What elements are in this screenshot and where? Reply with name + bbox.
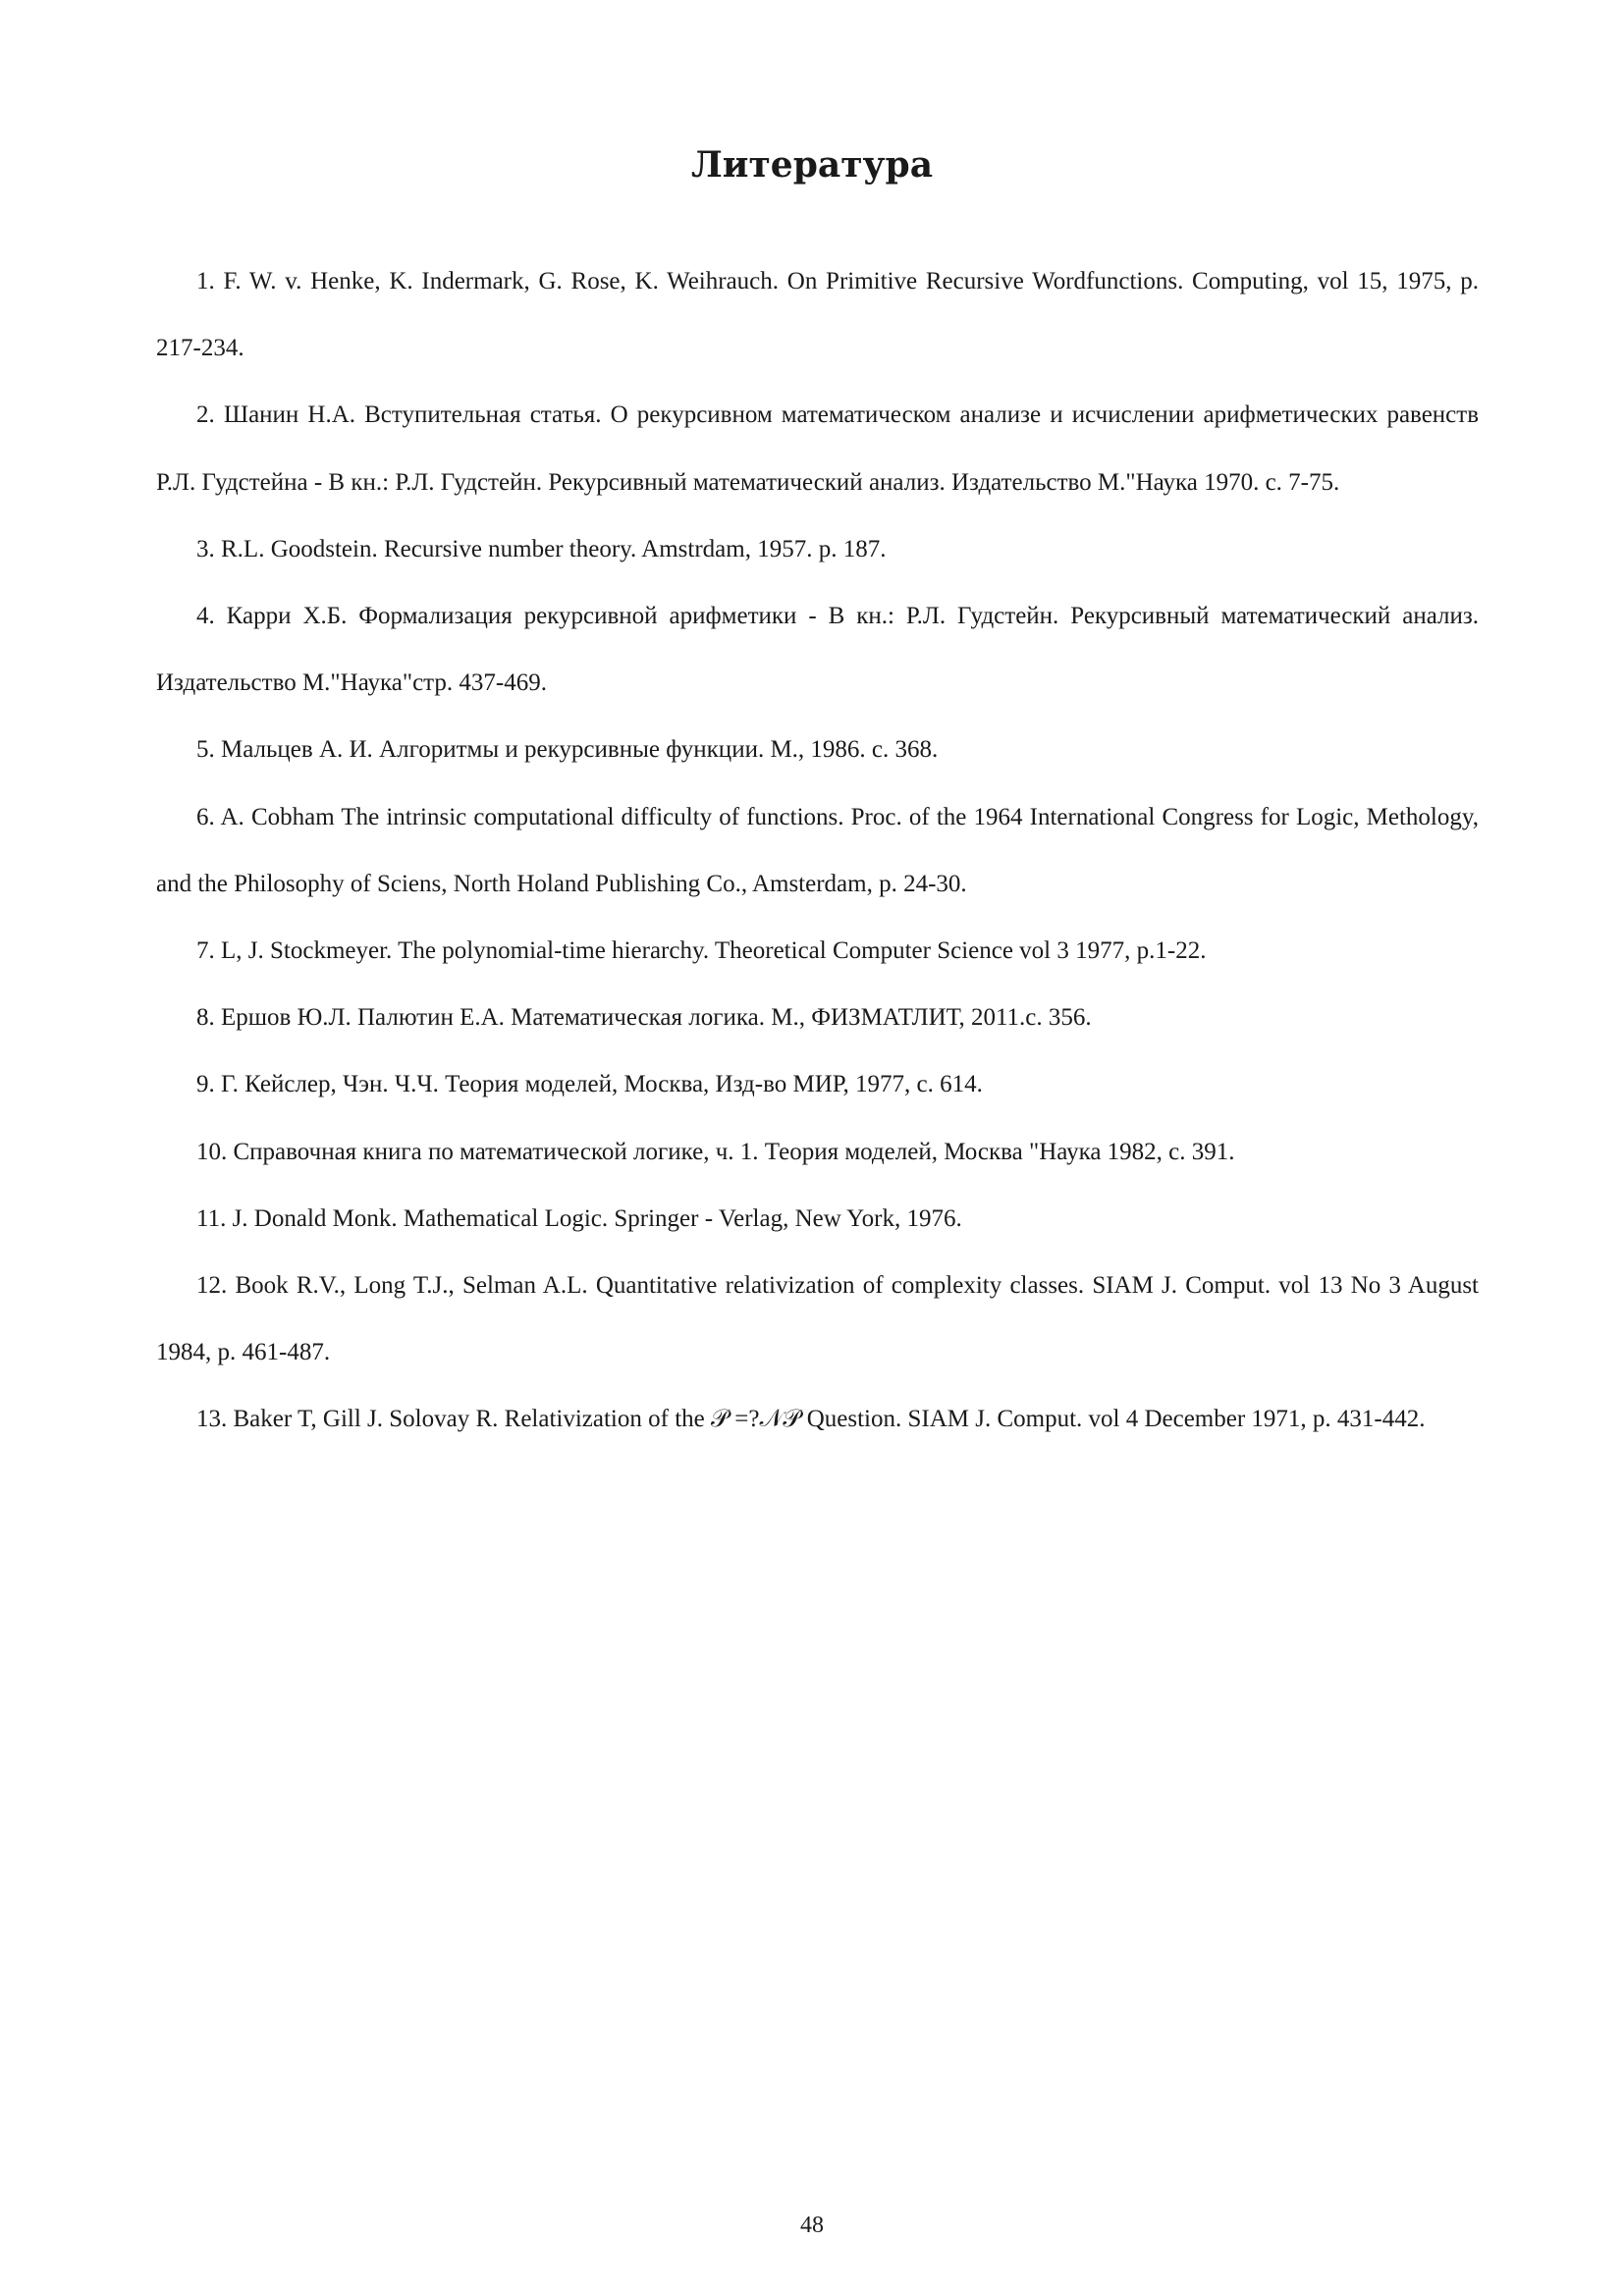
reference-item: 3. R.L. Goodstein. Recursive number theory. Amstrdam, 1957. p. 187. bbox=[196, 535, 887, 562]
reference-item: 8. Ершов Ю.Л. Палютин Е.А. Математическая логика. М., ФИЗМАТЛИТ, 2011.с. 356. bbox=[196, 1004, 1092, 1032]
reference-list bbox=[156, 248, 1479, 1454]
reference-item: 1. F. W. v. Henke, K. Indermark, G. Rose, K. Weihrauch. On Primitive Recursive Wordfunctions. Computing, vol 15, 1975, p. 217-234. bbox=[156, 268, 1479, 362]
reference-item: 7. L, J. Stockmeyer. The polynomial-time hierarchy. Theoretical Computer Science vol 3 1977, p.1-22. bbox=[196, 937, 1207, 965]
reference-item: 13. Baker T, Gill J. Solovay R. Relativization of the 𝒫 =?𝒩𝒫 Question. SIAM J. Comput. vol 4 December 1971, p. 431-442. bbox=[196, 1406, 1426, 1433]
reference-item: 5. Мальцев А. И. Алгоритмы и рекурсивные функции. М., 1986. с. 368. bbox=[196, 736, 939, 764]
reference-item: 2. Шанин Н.А. Вступительная статья. О рекурсивном математическом анализе и исчислении арифметических равенств Р.Л. Гудстейна - В кн.: Р.Л. Гудстейн. Рекурсивный математический анализ. Издательство М."Наука 1970. с. 7-75. bbox=[156, 401, 1479, 496]
reference-item: 11. J. Donald Monk. Mathematical Logic. Springer - Verlag, New York, 1976. bbox=[196, 1204, 962, 1232]
reference-item: 10. Справочная книга по математической логике, ч. 1. Теория моделей, Москва "Наука 1982, с. 391. bbox=[196, 1138, 1235, 1165]
reference-item: 9. Г. Кейслер, Чэн. Ч.Ч. Теория моделей, Москва, Изд-во МИР, 1977, с. 614. bbox=[196, 1071, 983, 1098]
reference-item: 4. Карри Х.Б. Формализация рекурсивной арифметики - В кн.: Р.Л. Гудстейн. Рекурсивный математический анализ. Издательство М."Наука"стр. 437-469. bbox=[156, 603, 1479, 697]
reference-item: 6. A. Cobham The intrinsic computational difficulty of functions. Proc. of the 1964 International Congress for Logic, Methology, and the Philosophy of Sciens, North Holand Publishing Co., Amsterdam, p. 24-30. bbox=[156, 803, 1479, 897]
page-number: 48 bbox=[800, 2213, 824, 2238]
references-heading: Литература bbox=[690, 144, 934, 186]
reference-item: 12. Book R.V., Long T.J., Selman A.L. Quantitative relativization of complexity classes. SIAM J. Comput. vol 13 No 3 August 1984, p. 461-487. bbox=[156, 1272, 1479, 1366]
